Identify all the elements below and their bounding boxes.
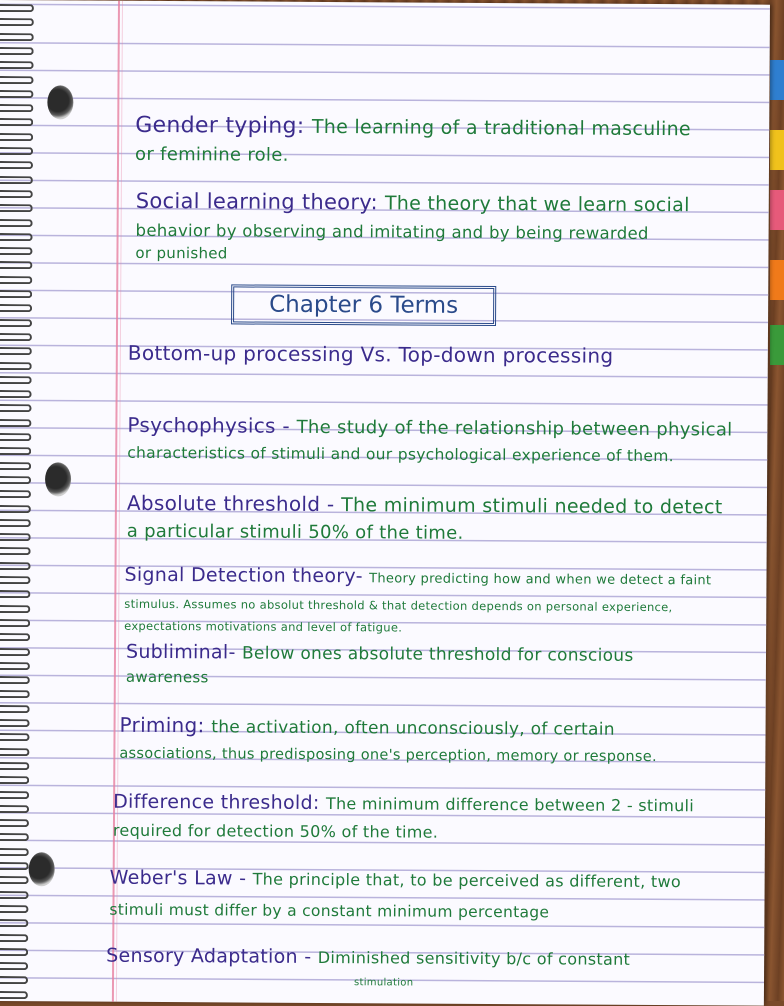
separator: - bbox=[304, 945, 312, 968]
spiral-coil bbox=[0, 676, 30, 684]
spiral-coil bbox=[0, 419, 31, 427]
spiral-coil bbox=[0, 304, 32, 312]
definition-continuation: expectations motivations and level of fatigue. bbox=[124, 618, 403, 635]
definition-text: The principle that, to be perceived as different, two bbox=[252, 869, 682, 892]
spiral-coil bbox=[0, 176, 33, 184]
separator: - bbox=[326, 492, 335, 517]
orange-tab bbox=[770, 260, 784, 300]
spiral-coil bbox=[0, 819, 29, 827]
definition-continuation: associations, thus predisposing one's perception, memory or response. bbox=[119, 745, 657, 766]
definition-text: The study of the relationship between physical bbox=[296, 416, 733, 441]
spiral-coil bbox=[0, 790, 29, 798]
spiral-coil bbox=[0, 476, 31, 484]
separator: : bbox=[296, 113, 305, 139]
term-label: Absolute threshold bbox=[126, 490, 321, 516]
definition-text: Below ones absolute threshold for conscious bbox=[241, 643, 634, 666]
spiral-coil bbox=[0, 462, 31, 470]
spiral-binding bbox=[0, 0, 40, 1001]
spiral-coil bbox=[0, 748, 29, 756]
definition-continuation: awareness bbox=[125, 667, 209, 687]
term-label: Weber's Law bbox=[109, 866, 233, 890]
spiral-coil bbox=[0, 47, 34, 55]
spiral-coil bbox=[0, 662, 30, 670]
spiral-coil bbox=[0, 991, 28, 999]
spiral-coil bbox=[0, 133, 33, 141]
spiral-coil bbox=[0, 75, 34, 83]
spiral-coil bbox=[0, 948, 28, 956]
definition-text: the activation, often unconsciously, of certain bbox=[211, 717, 615, 740]
note-sensory-adaptation bbox=[106, 945, 630, 970]
spiral-coil bbox=[0, 18, 34, 26]
definition-continuation: stimulus. Assumes no absolut threshold & that detection depends on personal experience, bbox=[124, 596, 673, 615]
spiral-coil bbox=[0, 976, 28, 984]
spiral-coil bbox=[0, 562, 31, 570]
definition-continuation: behavior by observing and imitating and by being rewarded bbox=[135, 220, 649, 243]
punch-hole-middle bbox=[45, 462, 71, 496]
note-social-learning bbox=[136, 189, 690, 216]
pink-tab bbox=[770, 190, 784, 230]
spiral-coil bbox=[0, 876, 29, 884]
spiral-coil bbox=[0, 247, 32, 255]
separator: - bbox=[228, 641, 236, 664]
term-label: Subliminal bbox=[125, 640, 229, 664]
definition-text: The minimum difference between 2 - stimuli bbox=[325, 794, 695, 816]
spiral-coil bbox=[0, 404, 32, 412]
separator: : bbox=[370, 190, 378, 215]
spiral-coil bbox=[0, 705, 30, 713]
spiral-coil bbox=[0, 490, 31, 498]
spiral-coil bbox=[0, 319, 32, 327]
green-tab bbox=[770, 325, 784, 365]
spiral-coil bbox=[0, 504, 31, 512]
definition-continuation: a particular stimuli 50% of the time. bbox=[126, 520, 464, 544]
punch-hole-bottom bbox=[29, 852, 55, 886]
spiral-coil bbox=[0, 147, 33, 155]
spiral-coil bbox=[0, 33, 34, 41]
chapter-title-box bbox=[231, 284, 496, 326]
spiral-coil bbox=[0, 733, 30, 741]
spiral-coil bbox=[0, 190, 33, 198]
note-gender-typing bbox=[135, 113, 691, 141]
spiral-coil bbox=[0, 762, 29, 770]
term-label: Signal Detection theory bbox=[124, 563, 356, 588]
spiral-coil bbox=[0, 161, 33, 169]
definition-continuation: or punished bbox=[135, 243, 228, 263]
spiral-coil bbox=[0, 805, 29, 813]
spiral-coil bbox=[0, 447, 31, 455]
definition-continuation: characteristics of stimuli and our psychological experience of them. bbox=[127, 443, 674, 466]
note-psychophysics bbox=[127, 413, 732, 441]
definition-continuation: required for detection 50% of the time. bbox=[112, 820, 439, 842]
spiral-coil bbox=[0, 61, 34, 69]
spiral-coil bbox=[0, 605, 30, 613]
spiral-coil bbox=[0, 633, 30, 641]
note-bottom-up-vs-top-down: Bottom-up processing Vs. Top-down processing bbox=[127, 340, 614, 368]
spiral-coil bbox=[0, 590, 30, 598]
separator: - bbox=[282, 413, 291, 438]
blue-tab bbox=[770, 60, 784, 100]
spiral-coil bbox=[0, 933, 28, 941]
spiral-coil bbox=[0, 390, 32, 398]
spiral-coil bbox=[0, 261, 32, 269]
spiral-coil bbox=[0, 833, 29, 841]
spiral-coil bbox=[0, 104, 33, 112]
term-label: Difference threshold bbox=[113, 790, 313, 814]
spiral-coil bbox=[0, 533, 31, 541]
separator: - bbox=[239, 867, 247, 890]
spiral-coil bbox=[0, 347, 32, 355]
note-absolute-threshold bbox=[127, 491, 723, 519]
yellow-tab bbox=[770, 130, 784, 170]
term-label: Gender typing bbox=[135, 112, 297, 139]
definition-text: The theory that we learn social bbox=[384, 192, 690, 217]
spiral-coil bbox=[0, 519, 31, 527]
spiral-coil bbox=[0, 576, 30, 584]
note-webers-law bbox=[110, 867, 681, 892]
definition-text: The learning of a traditional masculine bbox=[311, 115, 692, 141]
spiral-coil bbox=[0, 719, 30, 727]
separator: : bbox=[312, 791, 320, 814]
spiral-coil bbox=[0, 619, 30, 627]
term-label: Psychophysics bbox=[127, 412, 276, 438]
punch-hole-top bbox=[47, 85, 73, 119]
spiral-coil bbox=[0, 776, 29, 784]
term-label: Social learning theory bbox=[135, 188, 371, 215]
spiral-coil bbox=[0, 848, 29, 856]
term-label: Priming bbox=[119, 712, 198, 738]
spiral-coil bbox=[0, 118, 33, 126]
spiral-coil bbox=[0, 361, 32, 369]
spiral-coil bbox=[0, 905, 28, 913]
spiral-coil bbox=[0, 204, 33, 212]
note-signal-detection bbox=[124, 564, 711, 590]
definition-text: The minimum stimuli needed to detect bbox=[341, 494, 723, 519]
note-difference-threshold bbox=[113, 791, 694, 817]
term-label: Sensory Adaptation bbox=[106, 944, 298, 968]
spiral-coil bbox=[0, 4, 34, 12]
separator: : bbox=[197, 713, 205, 738]
spiral-coil bbox=[0, 647, 30, 655]
spiral-coil bbox=[0, 547, 31, 555]
spiral-coil bbox=[0, 90, 33, 98]
spiral-coil bbox=[0, 962, 28, 970]
definition-continuation: or feminine role. bbox=[134, 143, 289, 166]
spiral-coil bbox=[0, 690, 30, 698]
definition-continuation: stimulation bbox=[353, 977, 414, 989]
separator: - bbox=[355, 565, 363, 588]
spiral-coil bbox=[0, 218, 33, 226]
spiral-coil bbox=[0, 276, 32, 284]
spiral-coil bbox=[0, 433, 31, 441]
definition-continuation: stimuli must differ by a constant minimum percentage bbox=[109, 900, 550, 922]
note-priming bbox=[120, 713, 615, 740]
definition-text: Diminished sensitivity b/c of constant bbox=[317, 947, 631, 969]
spiral-coil bbox=[0, 376, 32, 384]
spiral-coil bbox=[0, 919, 28, 927]
spiral-coil bbox=[0, 333, 32, 341]
divider-tabs bbox=[770, 60, 784, 520]
chapter-title: Chapter 6 Terms bbox=[269, 291, 459, 319]
definition-text: Theory predicting how and when we detect a faint bbox=[369, 571, 712, 589]
spiral-coil bbox=[0, 290, 32, 298]
spiral-coil bbox=[0, 891, 29, 899]
spiral-coil bbox=[0, 233, 33, 241]
spiral-coil bbox=[0, 862, 29, 870]
note-subliminal bbox=[126, 641, 634, 666]
